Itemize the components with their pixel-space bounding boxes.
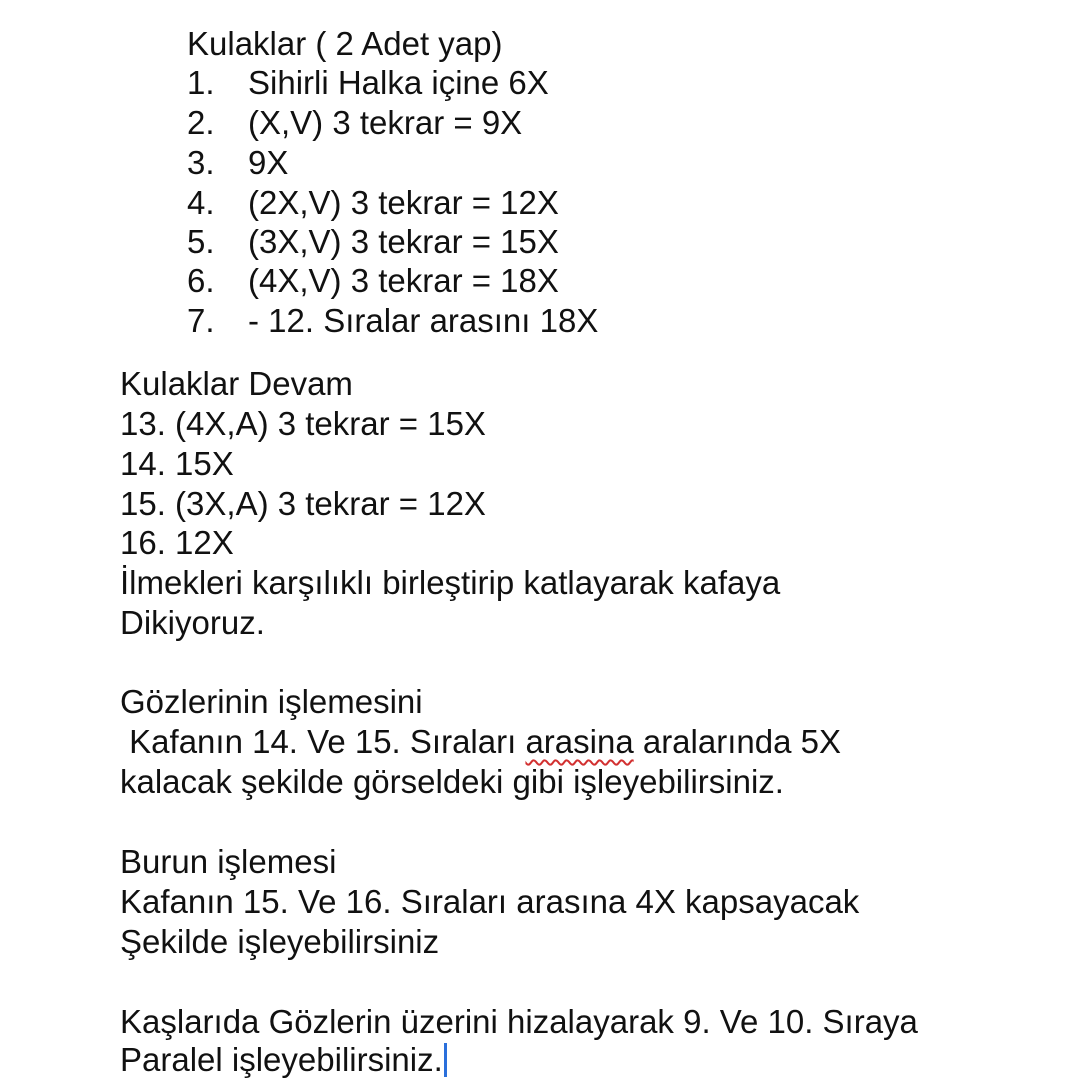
eyebrows-line-2-text: Paralel işleyebilirsiniz. (120, 1041, 443, 1078)
nose-line-2: Şekilde işleyebilirsiniz (120, 923, 440, 960)
step-text: (3X,V) 3 tekrar = 15X (248, 223, 559, 260)
row-line: 14. 15X (120, 445, 234, 482)
step-number: 7. (187, 302, 215, 339)
step-number: 6. (187, 262, 215, 299)
step-text: (2X,V) 3 tekrar = 12X (248, 184, 559, 221)
step-number: 4. (187, 184, 215, 221)
step-text: (4X,V) 3 tekrar = 18X (248, 262, 559, 299)
eyebrows-line-1: Kaşlarıda Gözlerin üzerini hizalayarak 9. Ve 10. Sıraya (120, 1003, 918, 1040)
eyes-text-after: aralarında 5X (633, 723, 841, 760)
eyes-title: Gözlerinin işlemesini (120, 683, 423, 720)
text-cursor (444, 1043, 447, 1077)
eyebrows-line-2 (120, 1040, 447, 1080)
ears-title: Kulaklar ( 2 Adet yap) (187, 25, 503, 62)
step-text: 9X (248, 144, 289, 181)
nose-title: Burun işlemesi (120, 843, 337, 880)
step-number: 1. (187, 64, 215, 101)
step-number: 2. (187, 104, 215, 141)
row-line: 15. (3X,A) 3 tekrar = 12X (120, 485, 486, 522)
step-text: - 12. Sıralar arasını 18X (248, 302, 599, 339)
row-line: 13. (4X,A) 3 tekrar = 15X (120, 405, 486, 442)
eyes-line-1 (120, 722, 841, 762)
eyes-line-2: kalacak şekilde görseldeki gibi işleyebilirsiniz. (120, 763, 784, 800)
note-line: İlmekleri karşılıklı birleştirip katlayarak kafaya (120, 564, 781, 601)
step-text: Sihirli Halka içine 6X (248, 64, 549, 101)
step-number: 5. (187, 223, 215, 260)
note-line: Dikiyoruz. (120, 604, 265, 641)
misspelled-word[interactable]: arasina (525, 723, 634, 760)
step-number: 3. (187, 144, 215, 181)
nose-line-1: Kafanın 15. Ve 16. Sıraları arasına 4X kapsayacak (120, 883, 860, 920)
eyes-text-before: Kafanın 14. Ve 15. Sıraları (120, 723, 526, 760)
step-text: (X,V) 3 tekrar = 9X (248, 104, 523, 141)
ears-continued-title: Kulaklar Devam (120, 365, 353, 402)
row-line: 16. 12X (120, 524, 234, 561)
